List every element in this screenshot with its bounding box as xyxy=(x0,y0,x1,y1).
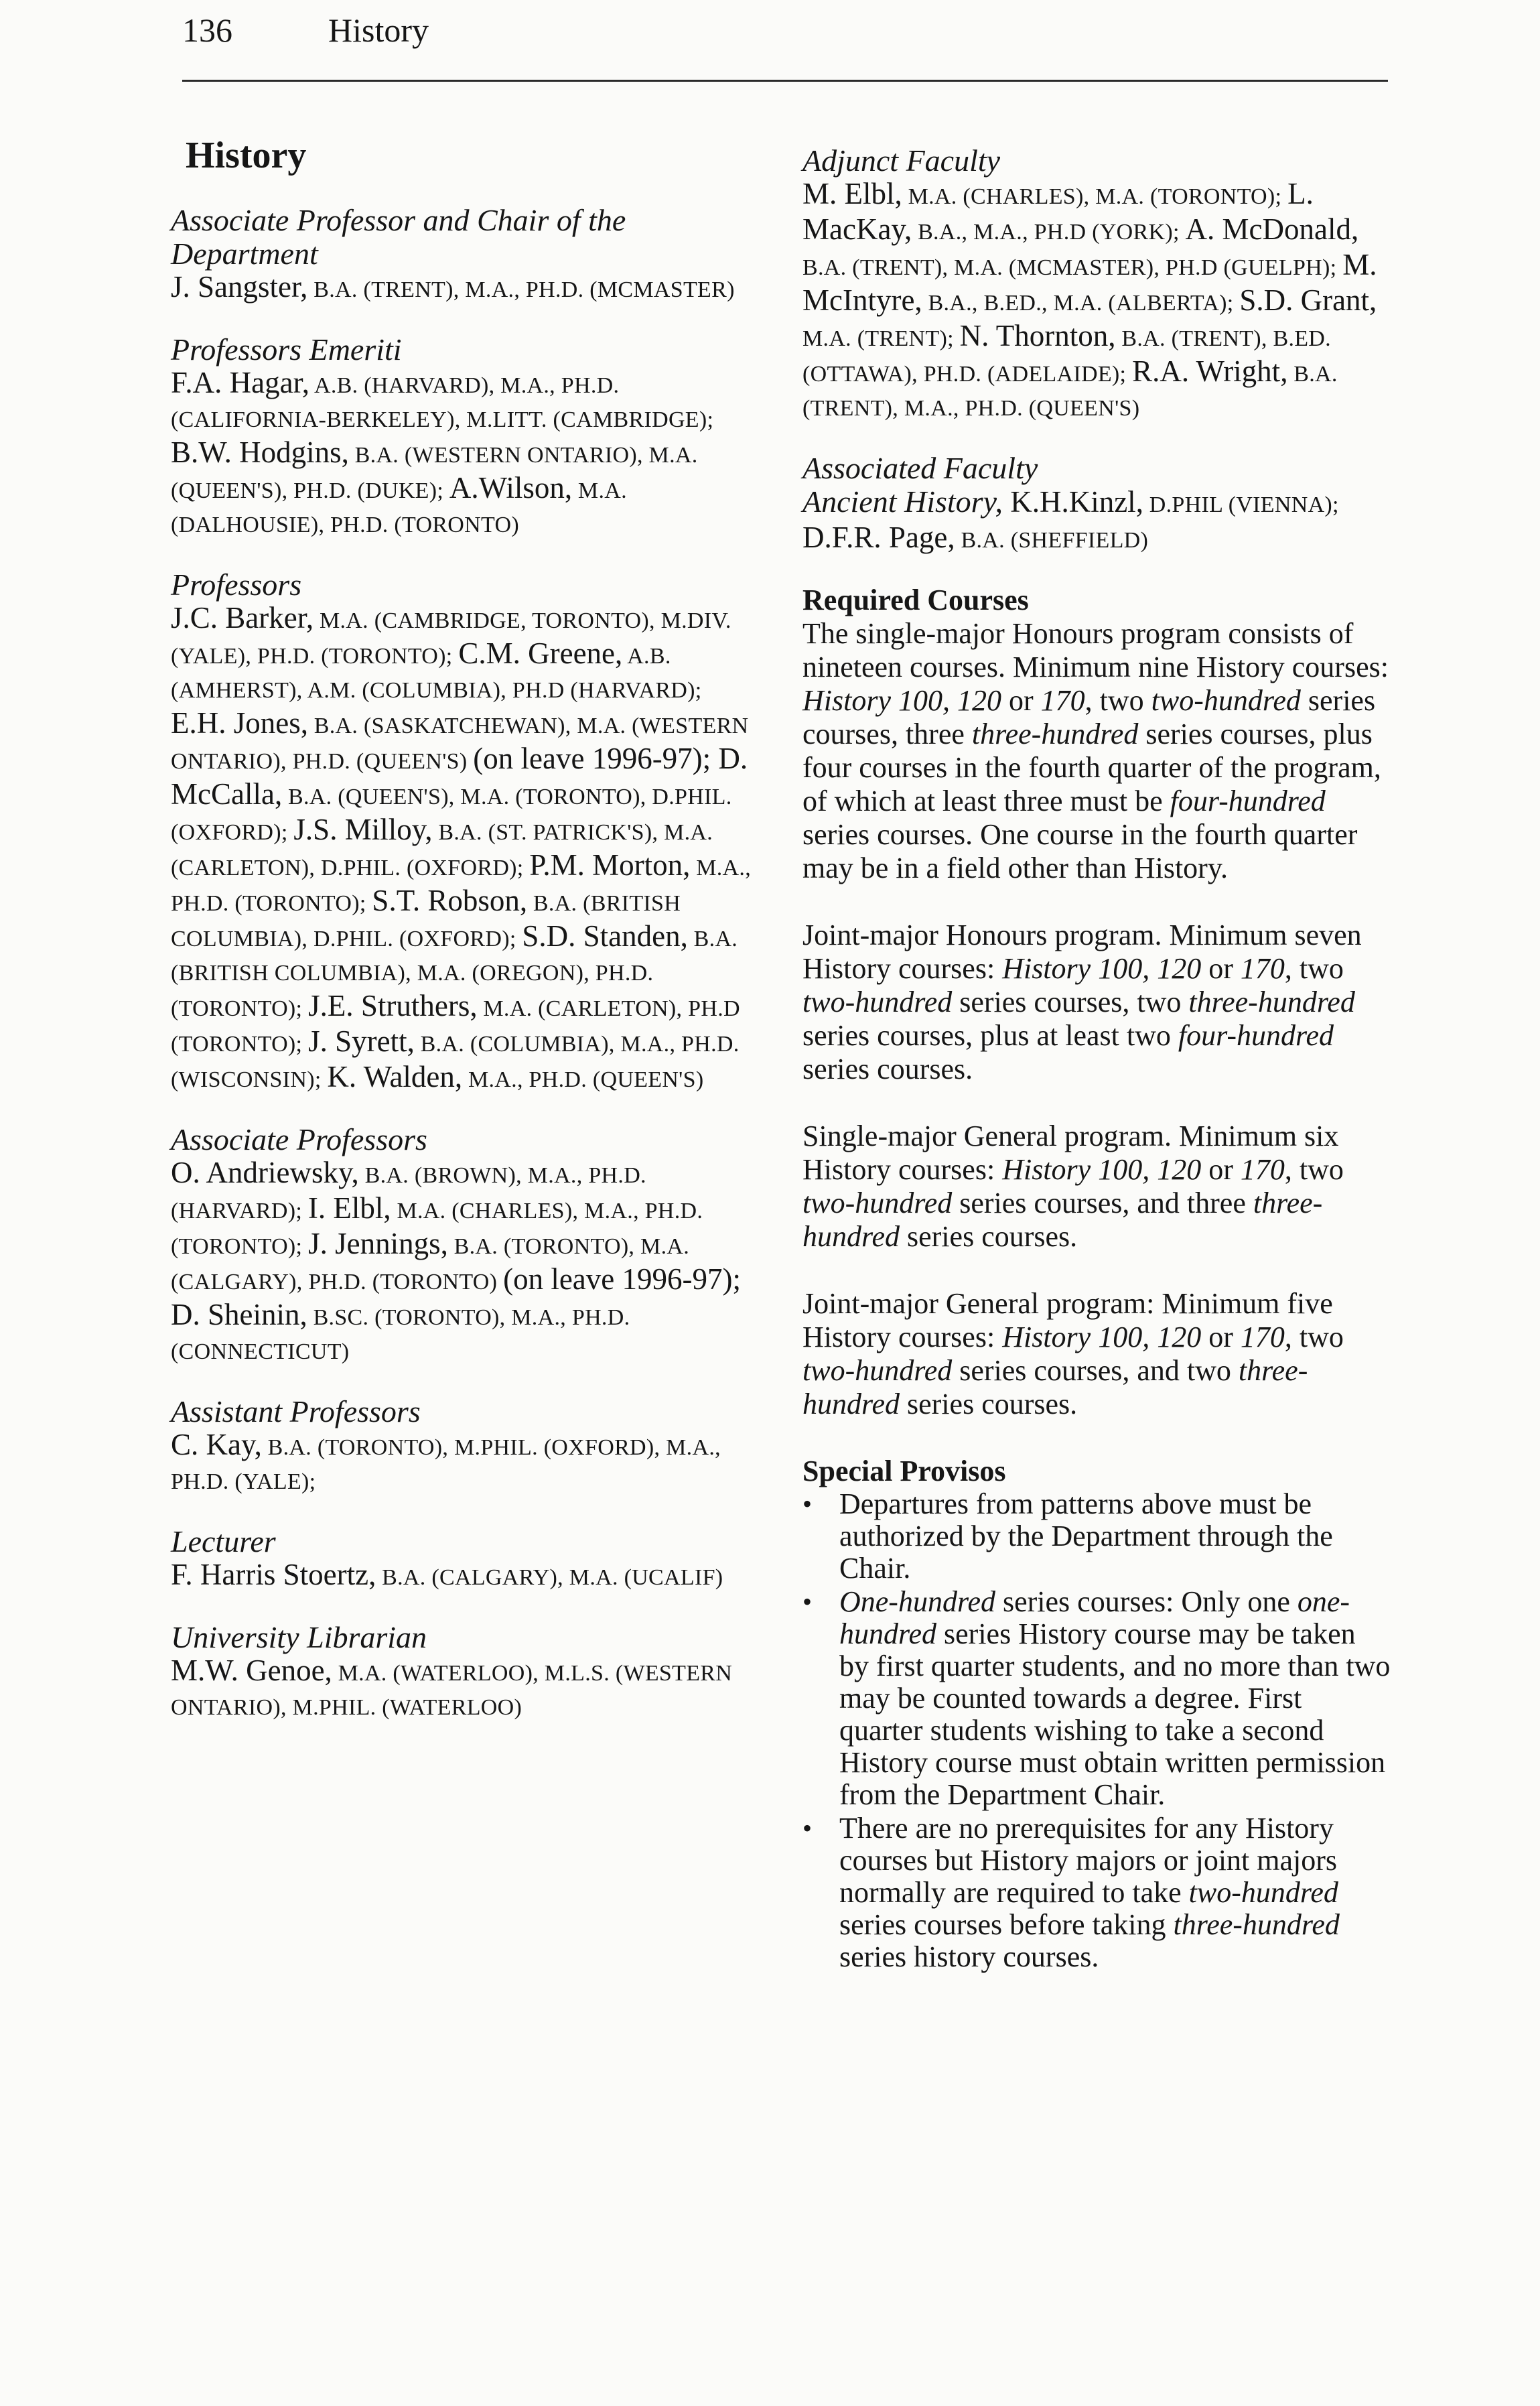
faculty-credentials: B.A. (BRITISH COLUMBIA), M.A. (OREGON), PH.D. (TORONTO); xyxy=(171,927,738,1021)
bullet-icon: • xyxy=(802,1489,813,1519)
faculty-name: M. McIntyre, xyxy=(802,248,1377,317)
faculty-name: (on leave 1996-97); D. Sheinin, xyxy=(171,1262,741,1331)
text-run: series courses before taking xyxy=(839,1908,1174,1941)
special-provisos-heading: Special Provisos xyxy=(802,1455,1006,1487)
faculty-name: J. Syrett, xyxy=(308,1024,415,1058)
left-column xyxy=(171,134,760,1751)
italic-text: History 100, 120 xyxy=(802,684,1001,717)
text-run: series courses. One course in the fourth quarter may be in a field other than History. xyxy=(802,818,1358,884)
faculty-name: O. Andriewsky, xyxy=(171,1156,359,1189)
faculty-credentials: B.A. (TRENT), B.ED. (OTTAWA), PH.D. (ADELAIDE); xyxy=(802,326,1331,387)
faculty-name: D.F.R. Page, xyxy=(802,521,955,554)
faculty-name: F.A. Hagar, xyxy=(171,366,310,399)
faculty-block xyxy=(171,1123,760,1368)
paragraph xyxy=(802,1287,1392,1421)
faculty-entries xyxy=(171,1654,760,1724)
faculty-name: I. Elbl, xyxy=(307,1191,391,1225)
faculty-entries xyxy=(171,366,760,541)
faculty-credentials: M.A. (CHARLES), M.A. (TORONTO); xyxy=(902,184,1288,209)
faculty-name: N. Thornton, xyxy=(959,319,1116,352)
proviso-item xyxy=(802,1812,1392,1973)
special-provisos xyxy=(802,1455,1392,1973)
italic-text: One-hundred xyxy=(839,1585,995,1618)
faculty-credentials: B.A., M.A., PH.D (YORK); xyxy=(912,220,1186,245)
text-run: or xyxy=(1201,952,1241,985)
text-run: Departures from patterns above must be authorized by the Department through the Chair. xyxy=(839,1487,1333,1585)
faculty-credentials: M.A. (CARLETON), PH.D (TORONTO); xyxy=(171,996,740,1057)
running-head: History xyxy=(328,11,429,49)
faculty-credentials: B.A. (TRENT), M.A., PH.D. (MCMASTER) xyxy=(307,277,735,302)
faculty-name: J. Jennings, xyxy=(308,1227,448,1260)
faculty-name: J.S. Milloy, xyxy=(293,813,433,846)
faculty-credentials: B.A. (ST. PATRICK'S), M.A. (CARLETON), D.PHIL. (OXFORD); xyxy=(171,820,713,880)
faculty-credentials: B.A. (CALGARY), M.A. (UCALIF) xyxy=(376,1565,723,1590)
faculty-block xyxy=(171,204,760,306)
faculty-block xyxy=(171,1525,760,1594)
page-header xyxy=(182,5,1388,66)
faculty-name: S.D. Grant, xyxy=(1239,283,1377,317)
faculty-name: F. Harris Stoertz, xyxy=(171,1558,376,1591)
faculty-block xyxy=(171,568,760,1096)
text-run: series courses, two xyxy=(952,986,1189,1018)
role-heading: Assistant Professors xyxy=(171,1394,421,1428)
text-run: series courses, and three xyxy=(952,1187,1253,1219)
italic-text: three-hundred xyxy=(971,718,1139,750)
faculty-block xyxy=(171,1395,760,1498)
paragraph xyxy=(802,919,1392,1086)
bullet-icon: • xyxy=(802,1813,813,1843)
faculty-entries xyxy=(802,485,1392,557)
faculty-name: C. Kay, xyxy=(171,1428,262,1461)
faculty-credentials: M.A. (TRENT); xyxy=(802,326,960,351)
right-column xyxy=(802,144,1392,1975)
faculty-credentials: B.A. (BROWN), M.A., PH.D. (HARVARD); xyxy=(171,1163,646,1223)
faculty-credentials: D.PHIL (VIENNA); xyxy=(1143,492,1339,517)
faculty-entries xyxy=(171,1558,760,1594)
faculty-name: K.H.Kinzl, xyxy=(1002,485,1143,519)
faculty-credentials: M.A., PH.D. (TORONTO); xyxy=(171,856,752,916)
faculty-block xyxy=(171,1621,760,1724)
paragraph xyxy=(802,617,1392,885)
faculty-block xyxy=(171,333,760,541)
required-courses xyxy=(802,584,1392,1421)
text-run: series courses, and two xyxy=(952,1354,1239,1387)
italic-text: three-hundred xyxy=(1173,1908,1340,1941)
faculty-credentials: B.A. (TORONTO), M.A. (CALGARY), PH.D. (TORONTO) xyxy=(171,1234,690,1294)
role-heading: Associate Professor and Chair of the Department xyxy=(171,203,626,271)
text-run: Single-major General program. Minimum six History courses: xyxy=(802,1120,1339,1186)
italic-text: two-hundred xyxy=(802,1354,953,1387)
paragraph xyxy=(802,1120,1392,1254)
text-run: , two xyxy=(1284,1321,1344,1353)
faculty-entries xyxy=(171,271,760,306)
italic-text: 170 xyxy=(1040,684,1085,717)
faculty-credentials: B.A. (TRENT), M.A. (MCMASTER), PH.D (GUELPH); xyxy=(802,255,1343,280)
faculty-name: S.D. Standen, xyxy=(522,919,688,953)
text-run: series courses, three xyxy=(802,684,1376,750)
italic-text: two-hundred xyxy=(802,1187,953,1219)
faculty-name: E.H. Jones, xyxy=(171,706,308,740)
italic-text: History 100, 120 xyxy=(1002,952,1202,985)
faculty-name: S.T. Robson, xyxy=(372,884,528,917)
faculty-name: J.C. Barker, xyxy=(171,601,314,634)
text-run: series courses, plus four courses in the fourth quarter of the program, of which at least three must be xyxy=(802,718,1381,817)
text-run: , two xyxy=(1084,684,1151,717)
text-run: series courses. xyxy=(802,1053,973,1085)
text-run: The single-major Honours program consists of nineteen courses. Minimum nine History courses: xyxy=(802,617,1389,683)
faculty-entries xyxy=(171,1156,760,1368)
faculty-entries xyxy=(171,1428,760,1498)
faculty-name: R.A. Wright, xyxy=(1132,354,1288,388)
faculty-credentials: B.A. (TRENT), M.A., PH.D. (QUEEN'S) xyxy=(802,362,1338,421)
role-heading: Professors Emeriti xyxy=(171,332,402,366)
faculty-name: M.W. Genoe, xyxy=(171,1654,332,1687)
faculty-credentials: M.A., PH.D. (QUEEN'S) xyxy=(462,1067,704,1092)
faculty-name: J.E. Struthers, xyxy=(308,989,478,1022)
faculty-list xyxy=(171,204,760,1724)
text-run: , two xyxy=(1284,1153,1344,1186)
proviso-item xyxy=(802,1586,1392,1811)
proviso-item xyxy=(802,1488,1392,1585)
faculty-credentials: B.SC. (TORONTO), M.A., PH.D. (CONNECTICUT) xyxy=(171,1305,630,1364)
faculty-credentials: M.A. (DALHOUSIE), PH.D. (TORONTO) xyxy=(171,478,627,537)
provisos-list xyxy=(802,1488,1392,1973)
italic-text: four-hundred xyxy=(1170,785,1326,817)
text-run: series history courses. xyxy=(839,1940,1099,1973)
italic-text: one-hundred xyxy=(839,1585,1350,1650)
role-heading: University Librarian xyxy=(171,1620,427,1654)
faculty-credentials: B.A., B.ED., M.A. (ALBERTA); xyxy=(922,291,1240,316)
faculty-name: A. McDonald, xyxy=(1185,212,1359,246)
italic-text: four-hundred xyxy=(1178,1019,1334,1052)
text-run: or xyxy=(1201,1153,1241,1186)
faculty-name: M. Elbl, xyxy=(802,177,902,210)
associated-faculty xyxy=(802,452,1392,557)
text-run: series History course may be taken by first quarter students, and no more than two may be counted towards a degree. First quarter students wishing to take a second History course must obtain written permission from the Department Chair. xyxy=(839,1617,1391,1811)
text-run: Joint-major General program: Minimum five History courses: xyxy=(802,1287,1333,1353)
faculty-credentials: B.A. (TORONTO), M.PHIL. (OXFORD), M.A., PH.D. (YALE); xyxy=(171,1435,721,1494)
faculty-name: (on leave 1996-97); D. McCalla, xyxy=(171,742,748,811)
role-heading: Professors xyxy=(171,567,302,602)
faculty-name: B.W. Hodgins, xyxy=(171,436,349,469)
italic-text: History 100, 120 xyxy=(1002,1321,1202,1353)
text-run: , two xyxy=(1284,952,1344,985)
italic-text: three-hundred xyxy=(802,1354,1308,1420)
required-courses-heading: Required Courses xyxy=(802,584,1029,616)
subrole: Ancient History, xyxy=(802,484,1003,519)
text-run: series courses, plus at least two xyxy=(802,1019,1178,1052)
faculty-credentials: M.A. (CHARLES), M.A., PH.D. (TORONTO); xyxy=(171,1199,703,1259)
adjunct-faculty xyxy=(802,144,1392,425)
faculty-credentials: B.A. (COLUMBIA), M.A., PH.D. (WISCONSIN); xyxy=(171,1032,740,1092)
page-number: 136 xyxy=(182,11,232,49)
section-title: History xyxy=(186,135,307,176)
italic-text: 170 xyxy=(1240,1153,1285,1186)
text-run: or xyxy=(1201,1321,1241,1353)
text-run: series courses. xyxy=(900,1220,1078,1253)
role-heading: Associate Professors xyxy=(171,1122,427,1156)
faculty-credentials: M.A. (CAMBRIDGE, TORONTO), M.DIV. (YALE), PH.D. (TORONTO); xyxy=(171,608,731,669)
faculty-credentials: A.B. (HARVARD), M.A., PH.D. (CALIFORNIA-BERKELEY), M.LITT. (CAMBRIDGE); xyxy=(171,373,714,432)
faculty-name: P.M. Morton, xyxy=(529,848,691,882)
role-heading: Associated Faculty xyxy=(802,451,1038,485)
role-heading: Adjunct Faculty xyxy=(802,143,1001,178)
text-run: or xyxy=(1001,684,1041,717)
faculty-name: J. Sangster, xyxy=(171,270,308,304)
faculty-name: L. MacKay, xyxy=(802,177,1314,246)
text-run: series courses: Only one xyxy=(995,1585,1298,1618)
italic-text: two-hundred xyxy=(1151,684,1301,717)
italic-text: 170 xyxy=(1240,952,1285,985)
faculty-credentials: B.A. (SHEFFIELD) xyxy=(955,528,1149,553)
faculty-credentials: B.A. (WESTERN ONTARIO), M.A. (QUEEN'S), PH.D. (DUKE); xyxy=(171,443,698,503)
role-heading: Lecturer xyxy=(171,1524,276,1558)
bullet-icon: • xyxy=(802,1587,813,1617)
faculty-credentials: B.A. (QUEEN'S), M.A. (TORONTO), D.PHIL. (OXFORD); xyxy=(171,785,732,845)
faculty-name: K. Walden, xyxy=(327,1060,463,1093)
text-run: There are no prerequisites for any History courses but History majors or joint majors normally are required to take xyxy=(839,1812,1338,1909)
faculty-entries xyxy=(171,602,760,1096)
faculty-credentials: M.A. (WATERLOO), M.L.S. (WESTERN ONTARIO), M.PHIL. (WATERLOO) xyxy=(171,1661,733,1720)
italic-text: History 100, 120 xyxy=(1002,1153,1202,1186)
header-rule xyxy=(182,80,1388,82)
italic-text: two-hundred xyxy=(802,986,953,1018)
faculty-name: A.Wilson, xyxy=(449,471,573,505)
italic-text: three-hundred xyxy=(802,1187,1323,1253)
faculty-credentials: A.B. (AMHERST), A.M. (COLUMBIA), PH.D (HARVARD); xyxy=(171,644,702,703)
faculty-name: C.M. Greene, xyxy=(458,637,623,670)
text-run: series courses. xyxy=(900,1388,1078,1420)
text-run: Joint-major Honours program. Minimum seven History courses: xyxy=(802,919,1362,985)
italic-text: two-hundred xyxy=(1188,1876,1338,1909)
italic-text: three-hundred xyxy=(1188,986,1355,1018)
italic-text: 170 xyxy=(1240,1321,1285,1353)
faculty-entries xyxy=(802,178,1392,425)
faculty-credentials: B.A. (SASKATCHEWAN), M.A. (WESTERN ONTARIO), PH.D. (QUEEN'S) xyxy=(171,714,749,774)
faculty-credentials: B.A. (BRITISH COLUMBIA), D.PHIL. (OXFORD); xyxy=(171,891,681,951)
